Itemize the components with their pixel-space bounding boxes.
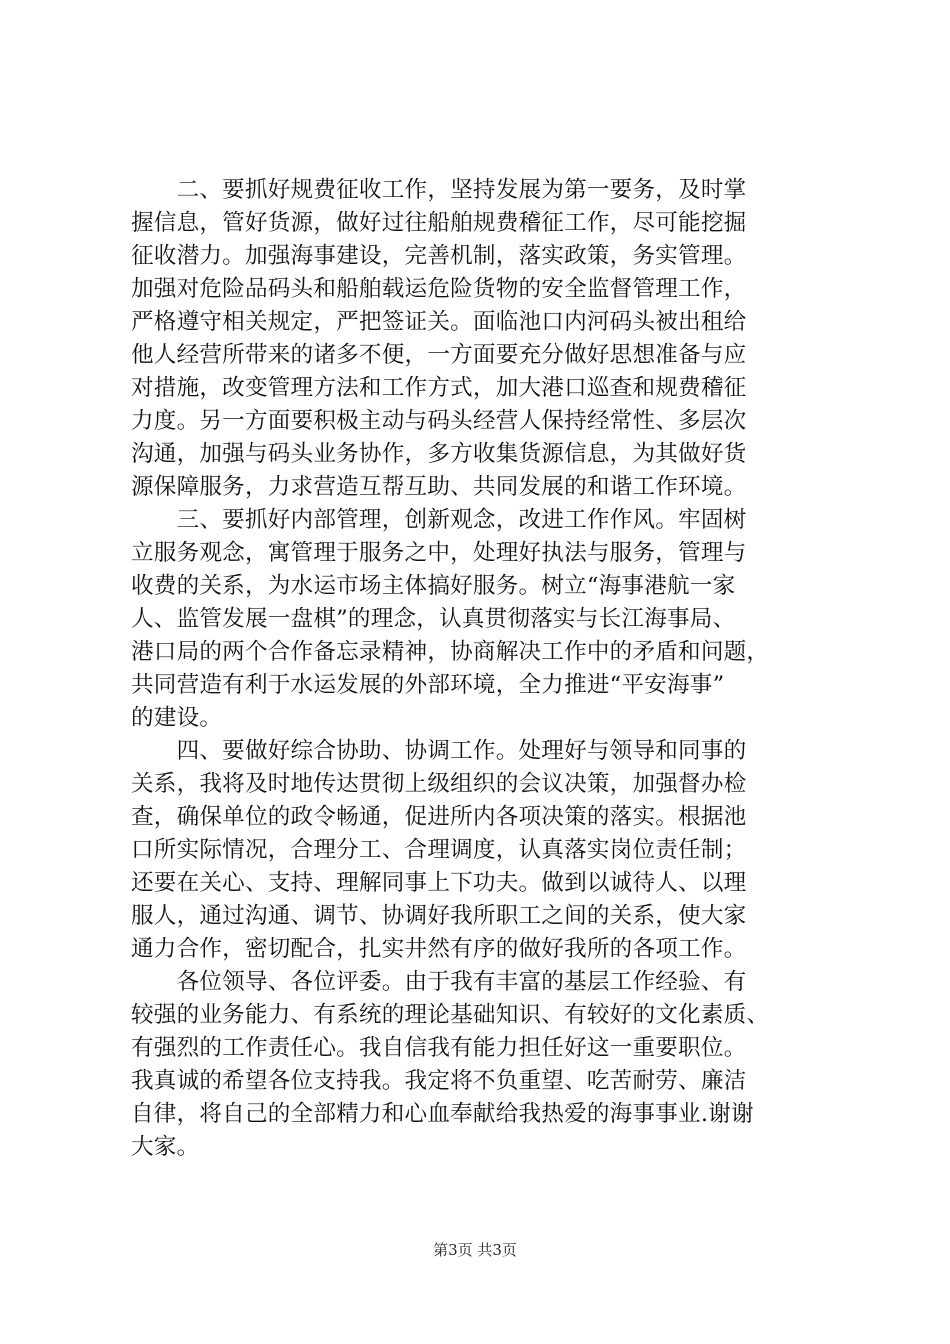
text-line: 还要在关心、支持、理解同事上下功夫。做到以诚待人、以理 bbox=[131, 870, 747, 896]
text-line: 他人经营所带来的诸多不便，一方面要充分做好思想准备与应 bbox=[131, 342, 747, 368]
page-number-footer: 第3页 共3页 bbox=[433, 1241, 517, 1259]
text-line: 我真诚的希望各位支持我。我定将不负重望、吃苦耐劳、廉洁 bbox=[131, 1068, 747, 1094]
text-line: 的建设。 bbox=[131, 705, 223, 731]
text-line: 二、要抓好规费征收工作，坚持发展为第一要务，及时掌 bbox=[131, 177, 747, 203]
text-line: 大家。 bbox=[131, 1134, 200, 1160]
text-line: 服人，通过沟通、调节、协调好我所职工之间的关系，使大家 bbox=[131, 903, 747, 929]
text-line: 严格遵守相关规定，严把签证关。面临池口内河码头被出租给 bbox=[131, 309, 747, 335]
text-line: 收费的关系，为水运市场主体搞好服务。树立“海事港航一家 bbox=[131, 573, 736, 599]
text-line: 查，确保单位的政令畅通，促进所内各项决策的落实。根据池 bbox=[131, 804, 747, 830]
text-line: 四、要做好综合协助、协调工作。处理好与领导和同事的 bbox=[131, 738, 747, 764]
text-line: 对措施，改变管理方法和工作方式，加大港口巡查和规费稽征 bbox=[131, 375, 747, 401]
text-line: 力度。另一方面要积极主动与码头经营人保持经常性、多层次 bbox=[131, 408, 747, 434]
text-line: 沟通，加强与码头业务协作，多方收集货源信息，为其做好货 bbox=[131, 441, 747, 467]
text-line: 源保障服务，力求营造互帮互助、共同发展的和谐工作环境。 bbox=[131, 474, 747, 500]
text-line: 立服务观念，寓管理于服务之中，处理好执法与服务，管理与 bbox=[131, 540, 747, 566]
text-line: 关系，我将及时地传达贯彻上级组织的会议决策，加强督办检 bbox=[131, 771, 747, 797]
text-line: 通力合作，密切配合，扎实井然有序的做好我所的各项工作。 bbox=[131, 936, 747, 962]
text-line: 自律，将自己的全部精力和心血奉献给我热爱的海事事业.谢谢 bbox=[131, 1101, 754, 1127]
text-line: 人、监管发展一盘棋”的理念，认真贯彻落实与长江海事局、 bbox=[131, 606, 736, 632]
text-line: 共同营造有利于水运发展的外部环境，全力推进“平安海事” bbox=[131, 672, 725, 698]
text-line: 征收潜力。加强海事建设，完善机制，落实政策，务实管理。 bbox=[131, 243, 747, 269]
text-line: 较强的业务能力、有系统的理论基础知识、有较好的文化素质、 bbox=[131, 1002, 770, 1028]
text-line: 加强对危险品码头和船舶载运危险货物的安全监督管理工作， bbox=[131, 276, 747, 302]
document-body bbox=[131, 174, 831, 1164]
text-line: 各位领导、各位评委。由于我有丰富的基层工作经验、有 bbox=[131, 969, 747, 995]
text-line: 有强烈的工作责任心。我自信我有能力担任好这一重要职位。 bbox=[131, 1035, 747, 1061]
text-line: 握信息，管好货源，做好过往船舶规费稽征工作，尽可能挖掘 bbox=[131, 210, 747, 236]
text-line: 口所实际情况，合理分工、合理调度，认真落实岗位责任制； bbox=[131, 837, 747, 863]
text-line: 港口局的两个合作备忘录精神，协商解决工作中的矛盾和问题， bbox=[131, 639, 770, 665]
text-line: 三、要抓好内部管理，创新观念，改进工作作风。牢固树 bbox=[131, 507, 747, 533]
